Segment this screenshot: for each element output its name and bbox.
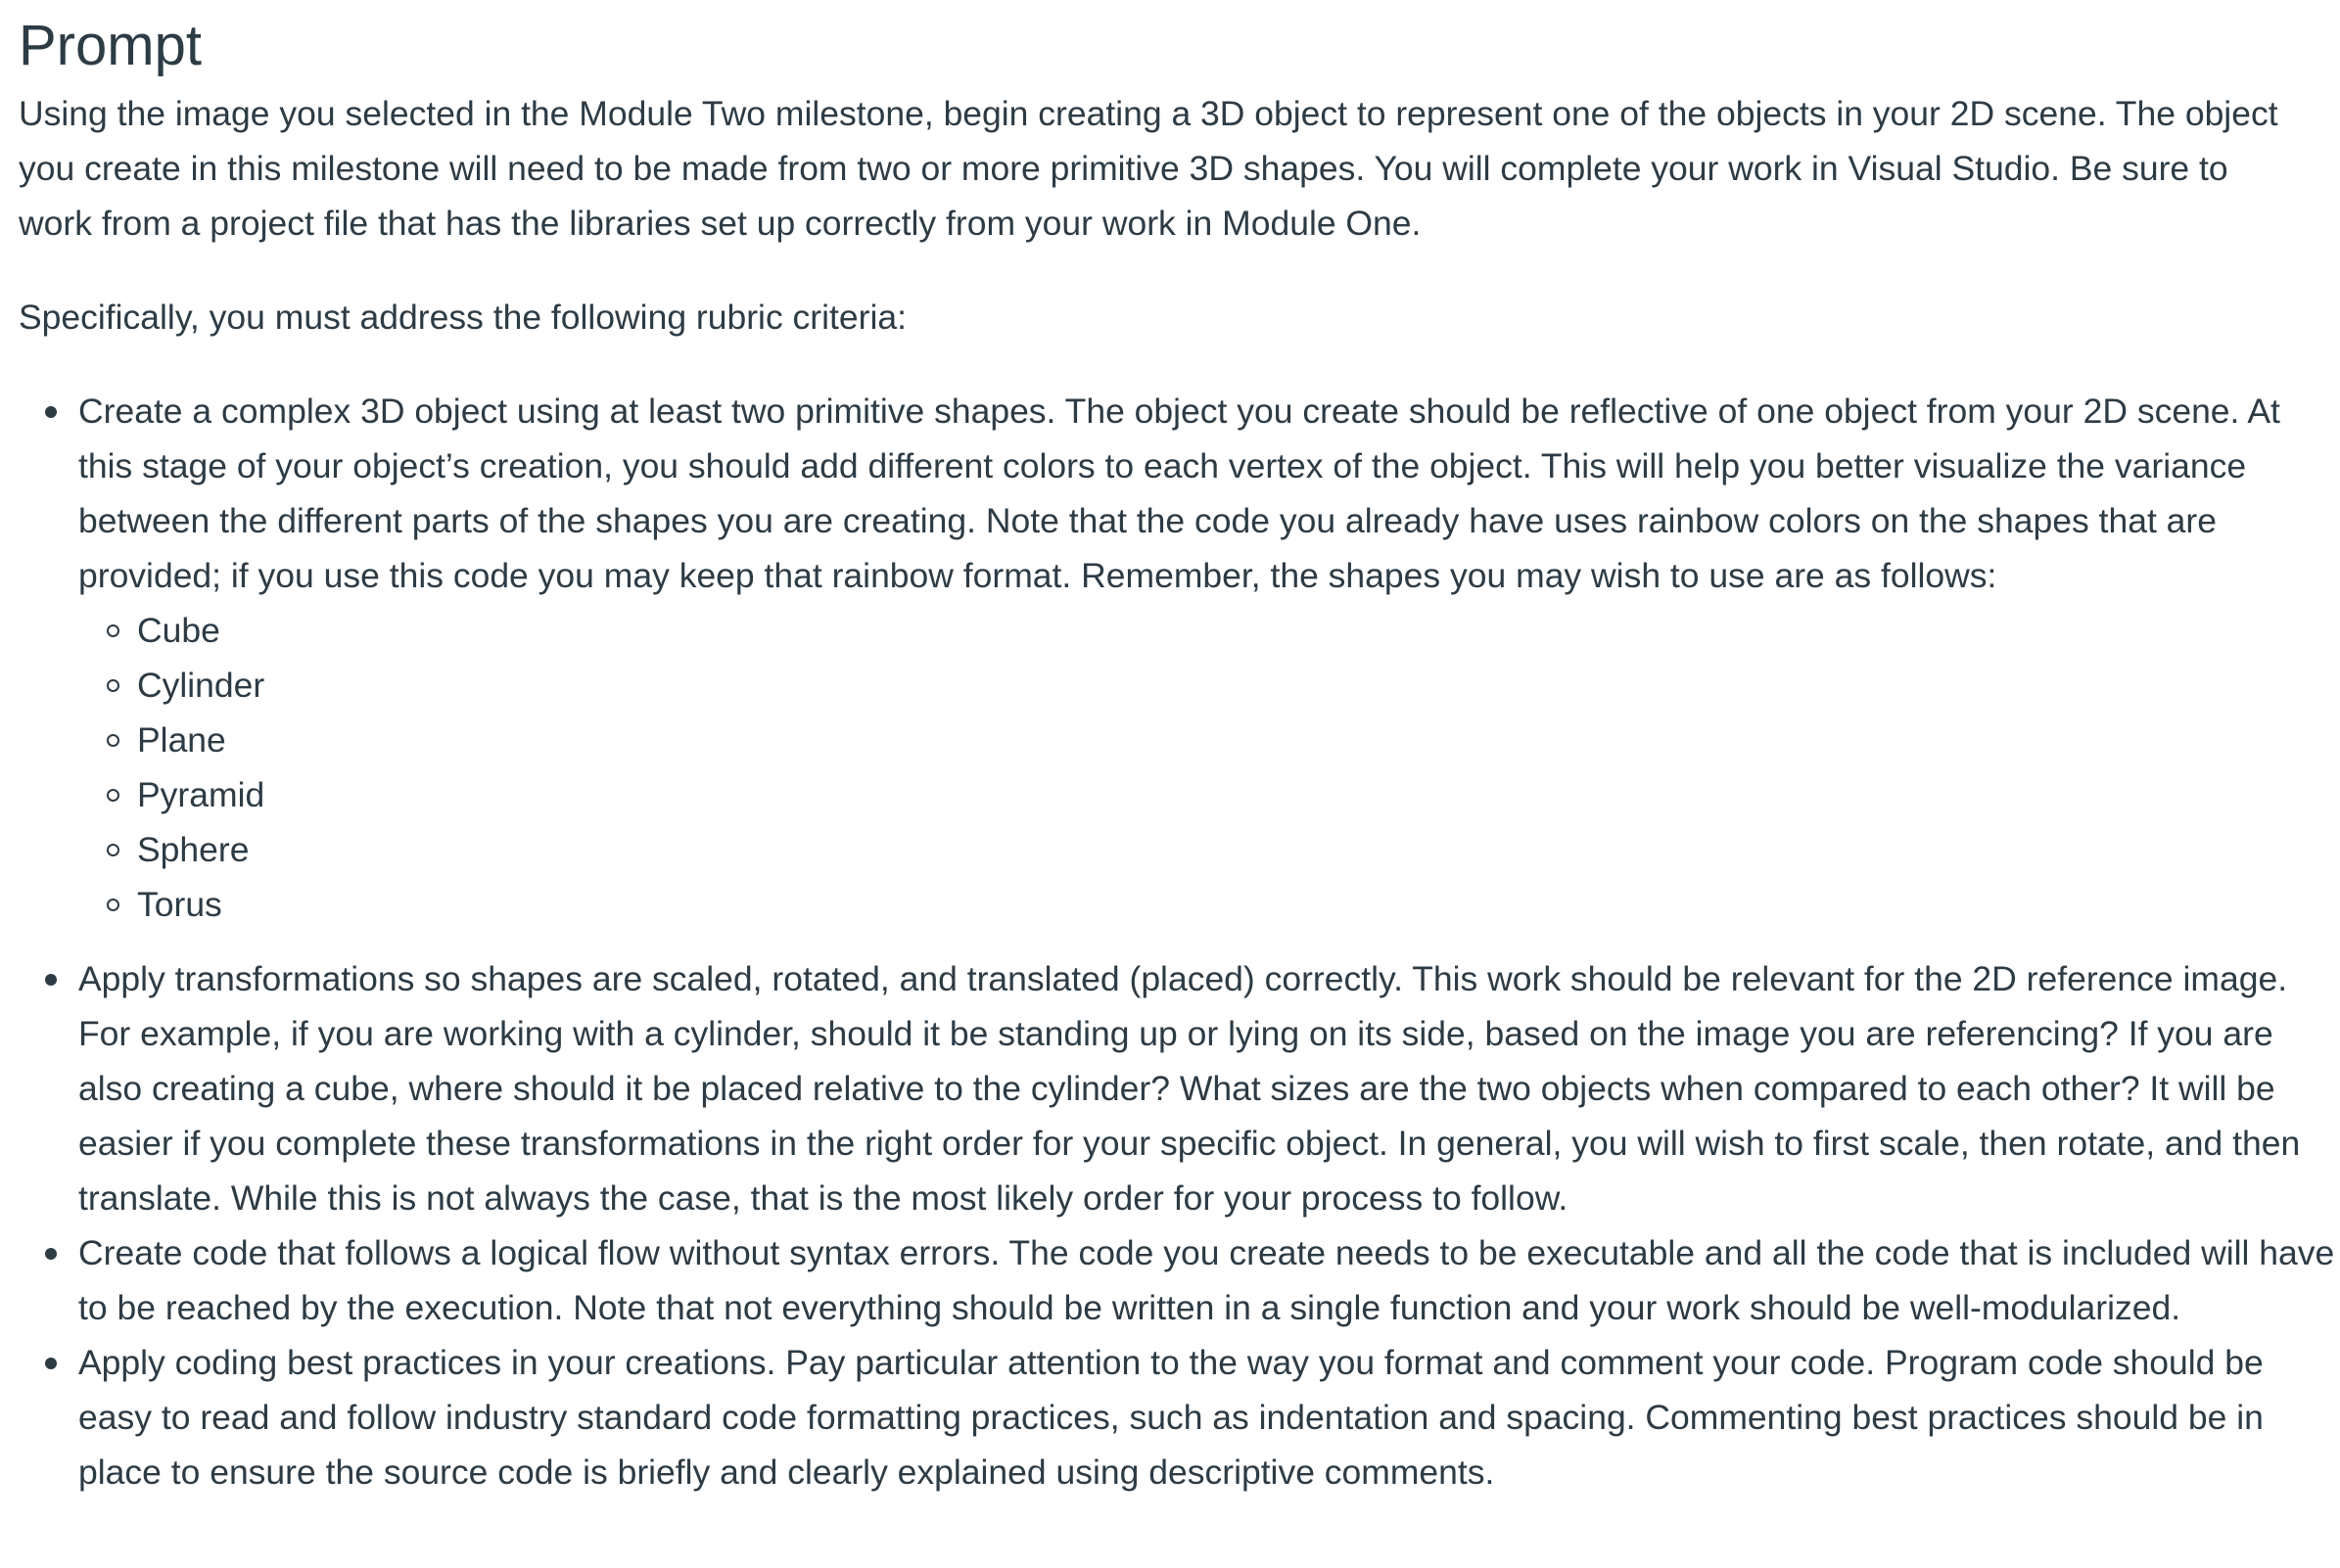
criterion-item: [78, 951, 2340, 1225]
bullet-icon: [45, 974, 57, 986]
rubric-lead-paragraph: Specifically, you must address the following rubric criteria:: [19, 298, 907, 337]
shape-list-item: [137, 658, 2340, 713]
criterion-item: [78, 1225, 2340, 1335]
shape-list-item: [137, 877, 2340, 932]
shape-label: Plane: [137, 720, 226, 760]
shape-label: Cube: [137, 611, 220, 650]
page-title: Prompt: [19, 14, 202, 77]
circle-bullet-icon: [107, 679, 119, 692]
criterion-item: [78, 384, 2340, 932]
intro-paragraph: Using the image you selected in the Module Two milestone, begin creating a 3D object to represent one of the objects in your 2D scene. The object you create in this milestone will need to be made from two or more primitive 3D shapes. You will complete your work in Visual Studio. Be sure to work from a project file that has the libraries set up correctly from your work in Module One.: [19, 94, 2278, 243]
shape-label: Cylinder: [137, 666, 265, 705]
circle-bullet-icon: [107, 789, 119, 802]
rubric-criteria-list: [19, 384, 2335, 1499]
bullet-icon: [45, 1358, 57, 1369]
shape-label: Torus: [137, 885, 222, 924]
criterion-text: Apply coding best practices in your creations. Pay particular attention to the way you format and comment your code. Program code should be easy to read and follow industry standard code formatting practices, such as indentation and spacing. Commenting best practices should be in place to ensure the source code is briefly and clearly explained using descriptive comments.: [78, 1343, 2264, 1492]
shape-options-list: [78, 603, 2340, 932]
circle-bullet-icon: [107, 899, 119, 911]
shape-list-item: [137, 822, 2340, 877]
criterion-text: Apply transformations so shapes are scaled, rotated, and translated (placed) correctly. This work should be relevant for the 2D reference image. For example, if you are working with a cylinder, should it be standing up or lying on its side, based on the image you are referencing? If you are also creating a cube, where should it be placed relative to the cylinder? What sizes are the two objects when compared to each other? It will be easier if you complete these transformations in the right order for your specific object. In general, you will wish to first scale, then rotate, and then translate. While this is not always the case, that is the most likely order for your process to follow.: [78, 959, 2301, 1218]
shape-label: Sphere: [137, 830, 250, 869]
circle-bullet-icon: [107, 624, 119, 637]
bullet-icon: [45, 406, 57, 418]
criterion-text: Create a complex 3D object using at least two primitive shapes. The object you create should be reflective of one object from your 2D scene. At this stage of your object’s creation, you should add different colors to each vertex of the object. This will help you better visualize the variance between the different parts of the shapes you are creating. Note that the code you already have uses rainbow colors on the shapes that are provided; if you use this code you may keep that rainbow format. Remember, the shapes you may wish to use are as follows:: [78, 392, 2280, 595]
circle-bullet-icon: [107, 734, 119, 747]
shape-list-item: [137, 713, 2340, 767]
shape-list-item: [137, 603, 2340, 658]
shape-label: Pyramid: [137, 775, 265, 814]
shape-list-item: [137, 767, 2340, 822]
criterion-text: Create code that follows a logical flow without syntax errors. The code you create needs to be executable and all the code that is included will have to be reached by the execution. Note that not everything should be written in a single function and your work should be well-modularized.: [78, 1233, 2335, 1327]
circle-bullet-icon: [107, 844, 119, 856]
criterion-item: [78, 1335, 2340, 1499]
bullet-icon: [45, 1248, 57, 1260]
